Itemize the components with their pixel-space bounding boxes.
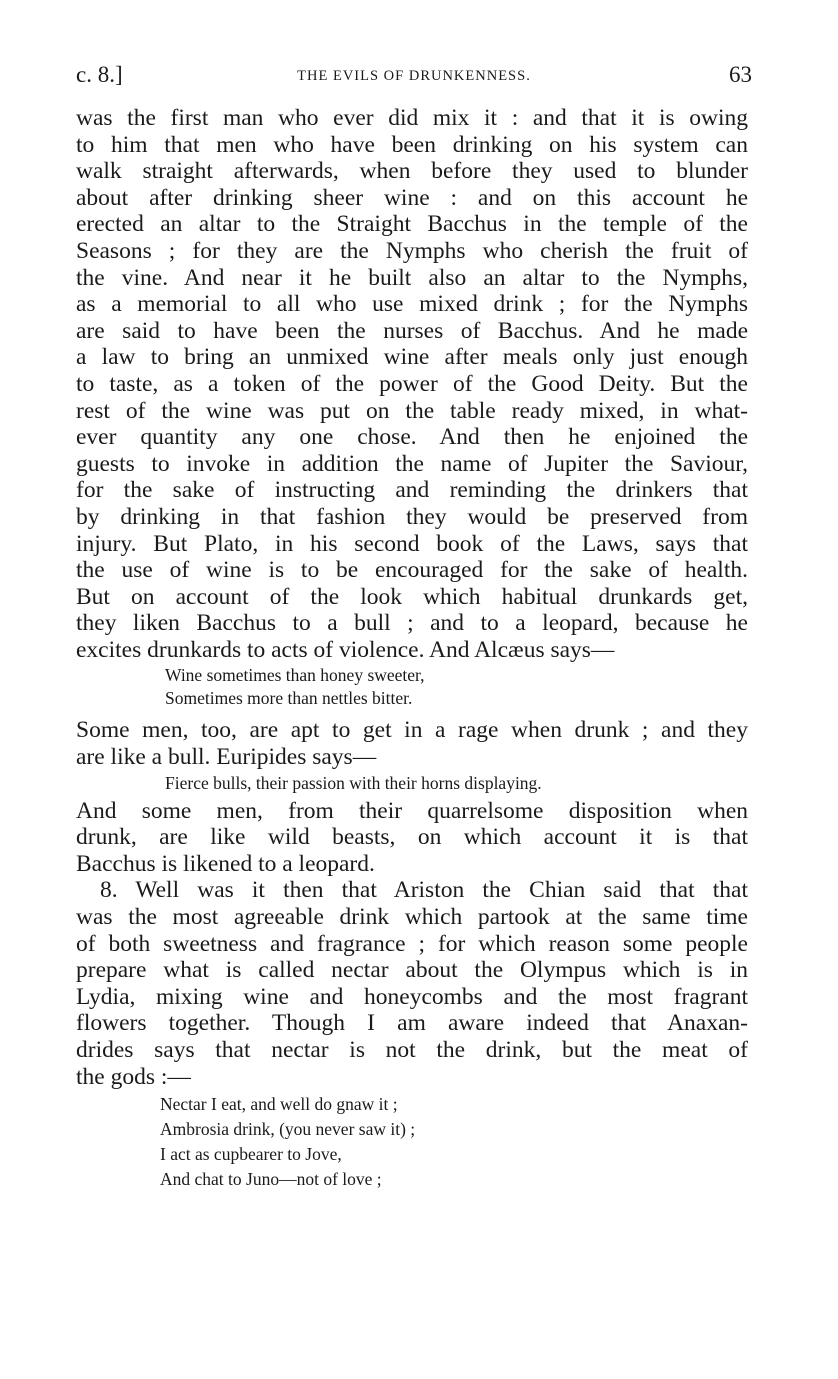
running-head: [76, 62, 752, 96]
text-line: a law to bring an unmixed wine after meals only just enough: [76, 344, 748, 371]
verse-line: And chat to Juno—not of love ;: [160, 1169, 382, 1190]
chapter-marker: c. 8.]: [76, 62, 123, 87]
verse-line: Ambrosia drink, (you never saw it) ;: [160, 1119, 416, 1140]
text-line: erected an altar to the Straight Bacchus in the temple of the: [76, 211, 748, 238]
text-line: injury. But Plato, in his second book of the Laws, says that: [76, 530, 748, 557]
text-line: 8. Well was it then that Ariston the Chian said that that: [100, 877, 748, 904]
verse-line: Fierce bulls, their passion with their horns displaying.: [165, 772, 542, 793]
text-line: walk straight afterwards, when before they used to blunder: [76, 158, 748, 185]
text-line: But on account of the look which habitual drunkards get,: [76, 583, 748, 610]
text-line: drides says that nectar is not the drink, but the meat of: [76, 1037, 748, 1063]
text-line: to him that men who have been drinking on his system can: [76, 131, 748, 158]
verse-line: Wine sometimes than honey sweeter,: [165, 665, 425, 686]
verse-line: Nectar I eat, and well do gnaw it ;: [160, 1094, 398, 1115]
text-line: guests to invoke in addition the name of Jupiter the Saviour,: [76, 450, 748, 477]
text-line: excites drunkards to acts of violence. And Alcæus says—: [76, 636, 615, 663]
text-line: Bacchus is likened to a leopard.: [76, 850, 375, 877]
text-line: by drinking in that fashion they would be preserved from: [76, 503, 748, 530]
text-line: the vine. And near it he built also an altar to the Nymphs,: [76, 264, 748, 291]
text-line: to taste, as a token of the power of the Good Deity. But the: [76, 370, 748, 397]
text-line: the use of wine is to be encouraged for the sake of health.: [76, 557, 748, 584]
text-line: Lydia, mixing wine and honeycombs and the most fragrant: [76, 983, 748, 1010]
verse-line: I act as cupbearer to Jove,: [160, 1144, 342, 1165]
text-line: as a memorial to all who use mixed drink ; for the Nymphs: [76, 291, 748, 318]
text-line: are like a bull. Euripides says—: [76, 744, 377, 771]
text-line: was the most agreeable drink which partook at the same time: [76, 904, 748, 931]
text-line: ever quantity any one chose. And then he enjoined the: [76, 424, 748, 451]
text-line: Seasons ; for they are the Nymphs who cherish the fruit of: [76, 237, 748, 264]
body-text: [76, 105, 748, 1190]
text-line: are said to have been the nurses of Bacchus. And he made: [76, 317, 748, 344]
text-line: was the first man who ever did mix it : and that it is owing: [76, 105, 748, 131]
text-line: And some men, from their quarrelsome disposition when: [76, 797, 748, 824]
running-title: THE EVILS OF DRUNKENNESS.: [297, 68, 531, 84]
page-number: 63: [729, 62, 752, 87]
text-line: prepare what is called nectar about the Olympus which is in: [76, 957, 748, 984]
text-line: the gods :—: [76, 1063, 191, 1090]
text-line: for the sake of instructing and reminding the drinkers that: [76, 477, 748, 504]
text-line: flowers together. Though I am aware indeed that Anaxan-: [76, 1010, 748, 1037]
text-line: of both sweetness and fragrance ; for which reason some people: [76, 930, 748, 957]
verse-line: Sometimes more than nettles bitter.: [165, 688, 413, 709]
text-line: drunk, are like wild beasts, on which account it is that: [76, 824, 748, 851]
text-line: rest of the wine was put on the table ready mixed, in what-: [76, 397, 748, 424]
text-line: Some men, too, are apt to get in a rage when drunk ; and they: [76, 717, 748, 744]
text-line: about after drinking sheer wine : and on this account he: [76, 184, 748, 211]
text-line: they liken Bacchus to a bull ; and to a leopard, because he: [76, 610, 748, 637]
